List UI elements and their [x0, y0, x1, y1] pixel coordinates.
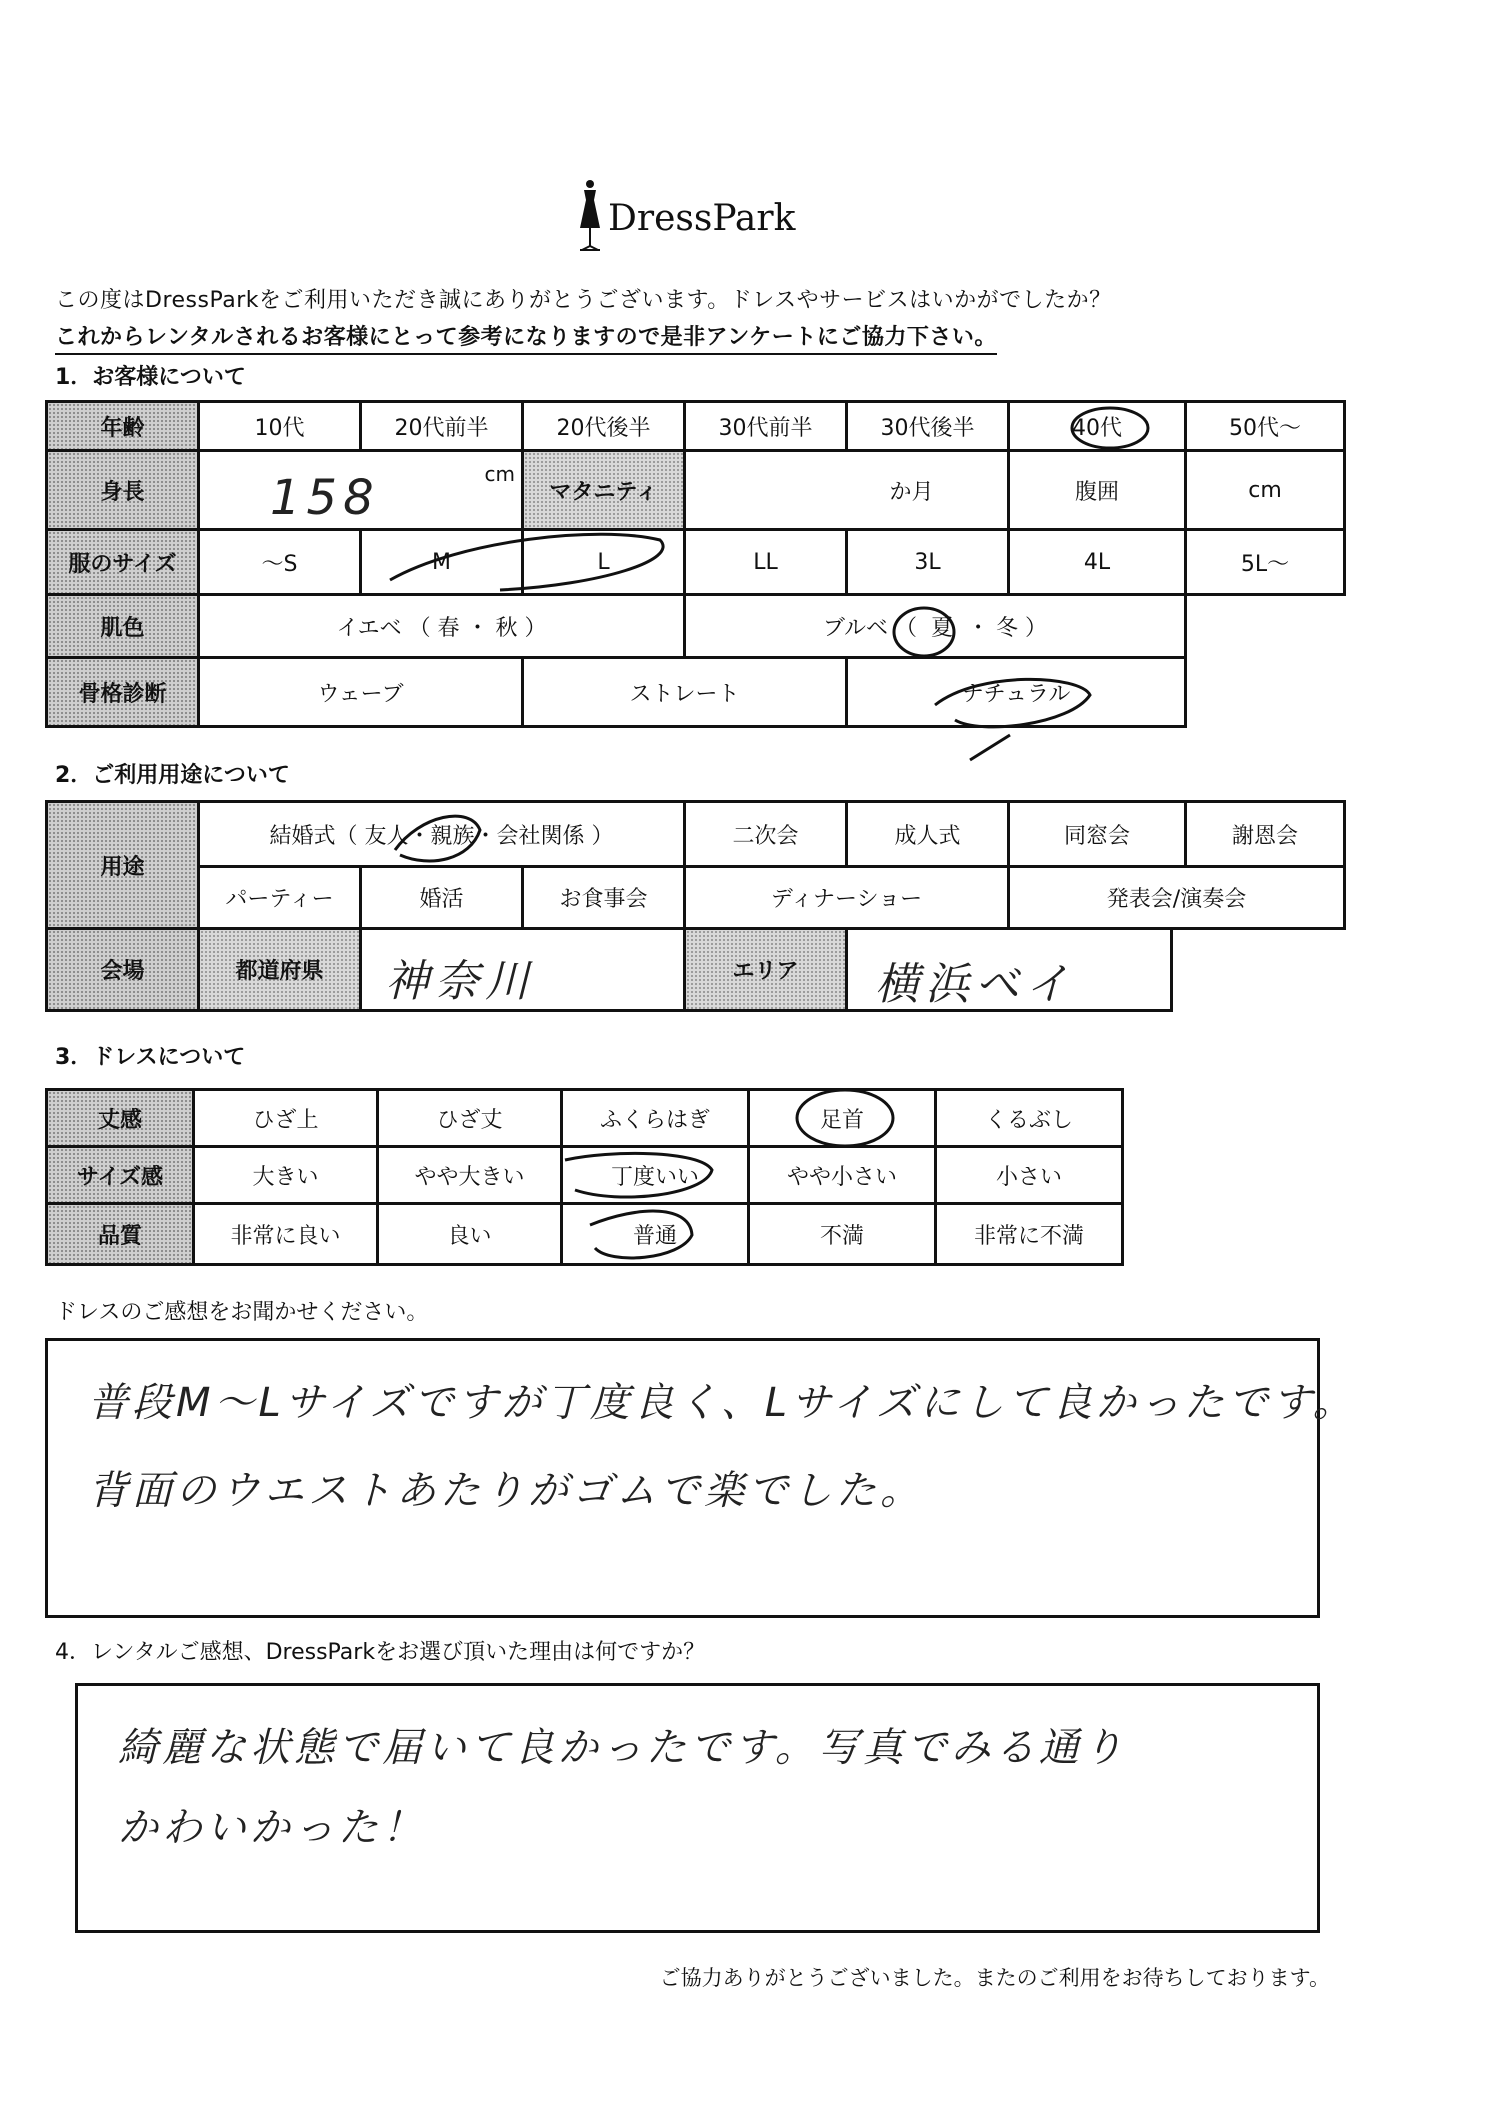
dress-comment-line: 背面のウエストあたりがゴムで楽でした。: [88, 1468, 924, 1514]
quality-option-selected[interactable]: 普通: [560, 1202, 750, 1266]
quality-option[interactable]: 非常に不満: [934, 1202, 1124, 1266]
purpose-option[interactable]: ディナーショー: [683, 865, 1010, 930]
purpose-option[interactable]: 二次会: [683, 800, 848, 868]
purpose-option[interactable]: お食事会: [521, 865, 686, 930]
purpose-option[interactable]: 謝恩会: [1184, 800, 1346, 868]
age-option[interactable]: 20代前半: [359, 400, 524, 452]
height-value: 158: [270, 470, 380, 526]
quality-option[interactable]: 不満: [747, 1202, 937, 1266]
area-value: 横浜ベイ: [875, 959, 1075, 1010]
fit-option-selected[interactable]: 丁度いい: [560, 1145, 750, 1205]
section-3-title: 3．ドレスについて: [55, 1045, 246, 1070]
skin-blue-summer: 夏: [931, 615, 954, 641]
age-option-selected[interactable]: 40代: [1007, 400, 1187, 452]
frame-label: 骨格診断: [45, 656, 200, 728]
purpose-option[interactable]: パーティー: [197, 865, 362, 930]
age-option[interactable]: 50代～: [1184, 400, 1346, 452]
skin-label: 肌色: [45, 593, 200, 659]
length-option-selected[interactable]: 足首: [747, 1088, 937, 1148]
purpose-option[interactable]: 成人式: [845, 800, 1010, 868]
frame-option-selected[interactable]: ナチュラル: [845, 656, 1187, 728]
quality-option[interactable]: 非常に良い: [192, 1202, 379, 1266]
quality-label: 品質: [45, 1202, 195, 1266]
wedding-family: 親族: [430, 823, 475, 849]
dress-comment-prompt: ドレスのご感想をお聞かせください。: [55, 1300, 429, 1325]
age-option[interactable]: 30代後半: [845, 400, 1010, 452]
quality-option[interactable]: 良い: [376, 1202, 563, 1266]
section-2-title: 2．ご利用用途について: [55, 763, 290, 788]
dress-comment-line: 普段M～Lサイズですが丁度良く、Lサイズにして良かったです。: [88, 1380, 1357, 1426]
size-option[interactable]: LL: [683, 528, 848, 596]
size-option[interactable]: 4L: [1007, 528, 1187, 596]
dresspark-logo: [570, 178, 810, 258]
area-label: エリア: [683, 927, 848, 1012]
age-label: 年齢: [45, 400, 200, 452]
rental-comment-box[interactable]: [75, 1683, 1320, 1933]
height-unit: cm: [484, 462, 515, 486]
waist-unit: cm: [1248, 477, 1282, 503]
intro-line-1: この度はDressParkをご利用いただき誠にありがとうございます。ドレスやサービスはいかがでしたか？: [55, 288, 1112, 313]
age-option[interactable]: 10代: [197, 400, 362, 452]
size-option[interactable]: 3L: [845, 528, 1010, 596]
intro-line-2: これからレンタルされるお客様にとって参考になりますので是非アンケートにご協力下さい。: [55, 320, 997, 355]
fit-label: サイズ感: [45, 1145, 195, 1205]
age-option[interactable]: 20代後半: [521, 400, 686, 452]
fit-option[interactable]: やや小さい: [747, 1145, 937, 1205]
purpose-option[interactable]: 発表会/演奏会: [1007, 865, 1346, 930]
prefecture-value: 神奈川: [385, 956, 535, 1007]
purpose-option[interactable]: 婚活: [359, 865, 524, 930]
maternity-label: マタニティ: [521, 449, 686, 531]
size-option-selected[interactable]: M: [359, 528, 524, 596]
purpose-option[interactable]: 同窓会: [1007, 800, 1187, 868]
dress-comment-box[interactable]: [45, 1338, 1357, 1618]
skin-blue-prefix: ブルベ （: [822, 615, 918, 641]
fit-option[interactable]: 大きい: [192, 1145, 379, 1205]
waist-label: 腹囲: [1007, 449, 1187, 531]
closing-message: ご協力ありがとうございました。またのご利用をお待ちしております。: [659, 1966, 1330, 1990]
rental-comment-line: かわいかった！: [118, 1805, 426, 1851]
fit-option[interactable]: やや大きい: [376, 1145, 563, 1205]
skin-blue-option[interactable]: [683, 593, 1187, 659]
height-label: 身長: [45, 449, 200, 531]
brand-name: DressPark: [608, 198, 796, 239]
length-option[interactable]: くるぶし: [934, 1088, 1124, 1148]
purpose-wedding-option[interactable]: [197, 800, 686, 868]
dress-form-icon: [570, 178, 610, 258]
section-1-title: 1．お客様について: [55, 365, 246, 390]
wedding-suffix: ・会社関係 ）: [474, 823, 614, 849]
size-option-selected[interactable]: L: [521, 528, 686, 596]
size-option[interactable]: ～S: [197, 528, 362, 596]
purpose-label: 用途: [45, 800, 200, 930]
frame-option[interactable]: ストレート: [521, 656, 848, 728]
length-option[interactable]: ふくらはぎ: [560, 1088, 750, 1148]
rental-comment-line: 綺麗な状態で届いて良かったです。写真でみる通り: [118, 1725, 1127, 1771]
size-label: 服のサイズ: [45, 528, 200, 596]
age-option[interactable]: 30代前半: [683, 400, 848, 452]
wedding-prefix: 結婚式（ 友人・: [269, 823, 431, 849]
length-label: 丈感: [45, 1088, 195, 1148]
waist-field[interactable]: [1184, 449, 1346, 531]
skin-blue-rest: ・ 冬 ）: [967, 615, 1048, 641]
length-option[interactable]: ひざ丈: [376, 1088, 563, 1148]
frame-option[interactable]: ウェーブ: [197, 656, 524, 728]
size-option[interactable]: 5L～: [1184, 528, 1346, 596]
maternity-months-field[interactable]: [683, 449, 1010, 531]
fit-option[interactable]: 小さい: [934, 1145, 1124, 1205]
length-option[interactable]: ひざ上: [192, 1088, 379, 1148]
skin-yellow-option[interactable]: イエベ （ 春 ・ 秋 ）: [197, 593, 686, 659]
venue-label: 会場: [45, 927, 200, 1012]
section-4-title: 4．レンタルご感想、DressParkをお選び頂いた理由は何ですか？: [55, 1640, 706, 1665]
maternity-months-unit: か月: [889, 479, 934, 505]
prefecture-label: 都道府県: [197, 927, 362, 1012]
